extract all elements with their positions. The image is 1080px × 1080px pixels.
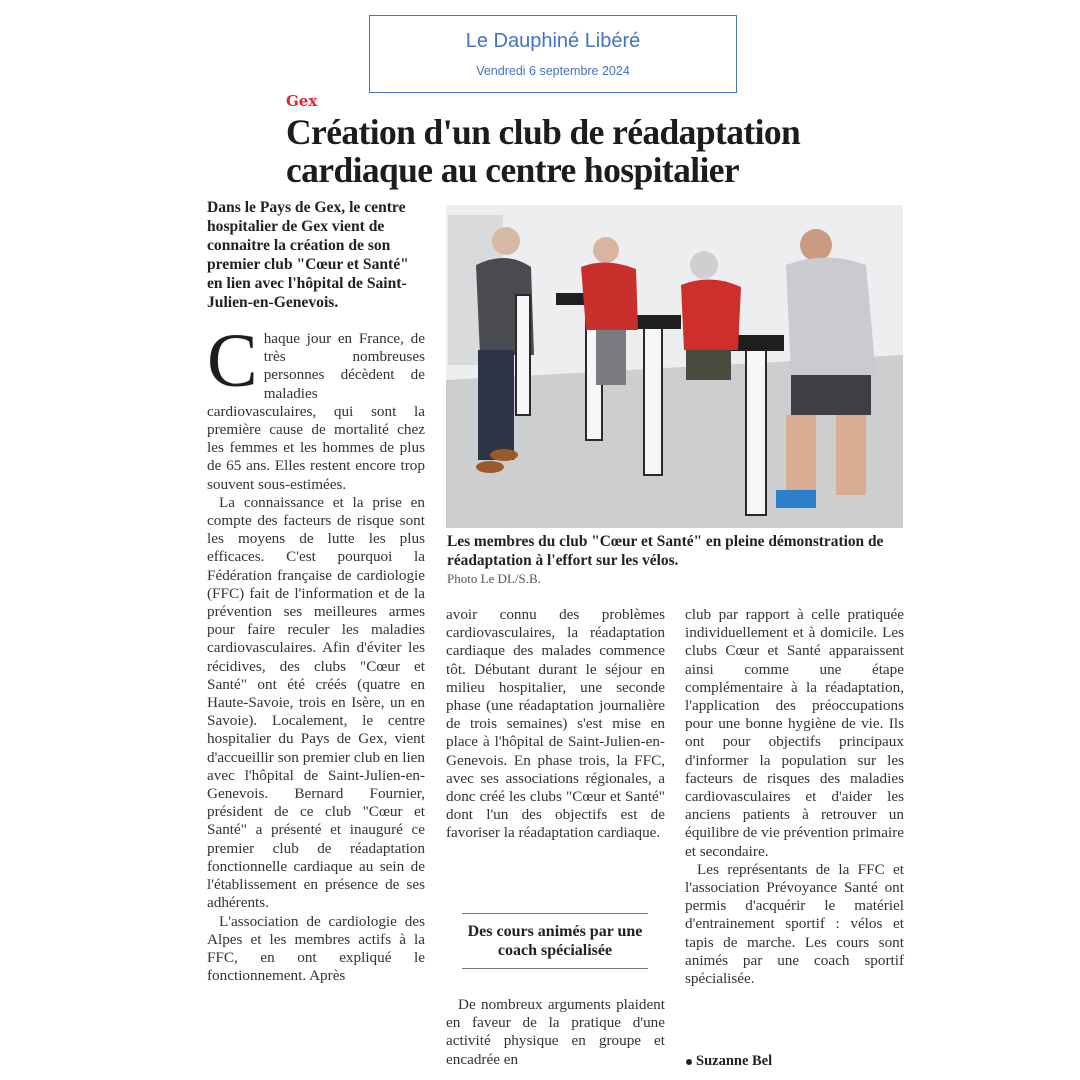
article-column-1 xyxy=(207,319,425,985)
paragraph-1: Chaque jour en France, de très nombreuses personnes décèdent de maladies cardiovasculaires, qui sont la première cause de mortalité chez les femmes et les hommes de plus de 65 ans. Elles restent encore trop souvent sous-estimées. xyxy=(207,319,425,493)
headline-line-2: cardiaque au centre hospitalier xyxy=(286,150,740,190)
publication-date: Vendredi 6 septembre 2024 xyxy=(476,64,630,78)
article-photo xyxy=(446,205,903,528)
paragraph-7: Les représentants de la FFC et l'association Prévoyance Santé ont permis d'acquérir le matériel d'entrainement sportif : vélos et tapis de marche. Les cours sont animés par une coach sportif spécialisée. xyxy=(685,860,904,988)
photo-caption: Les membres du club "Cœur et Santé" en pleine démonstration de réadaptation à l'effort sur les vélos. xyxy=(447,533,884,569)
article-intertitle: Des cours animés par une coach spécialisée xyxy=(462,913,648,969)
paragraph-5: De nombreux arguments plaident en faveur de la pratique d'une activité physique en groupe et encadrée en xyxy=(446,996,665,1068)
newspaper-masthead xyxy=(369,15,737,93)
paragraph-3: L'association de cardiologie des Alpes et les membres actifs à la FFC, en ont expliqué le fonctionnement. Après xyxy=(207,912,425,985)
photo-credit: Photo Le DL/S.B. xyxy=(447,571,541,586)
author-name: Suzanne Bel xyxy=(696,1053,773,1069)
paragraph-2: La connaissance et la prise en compte des facteurs de risque sont les moyens de lutte les plus efficaces. C'est pourquoi la Fédération française de cardiologie (FFC) fait de l'information et de la prévention ses meilleures armes pour faire reculer les maladies cardiovasculaires. Afin d'éviter les récidives, des clubs "Cœur et Santé" ont été créés (quatre en Haute-Savoie, trois en Isère, un en Savoie). Localement, le centre hospitalier du Pays de Gex, vient d'accueillir son premier club en lien avec l'hôpital de Saint-Julien-en-Genevois. Bernard Fournier, président de ce club "Cœur et Santé" a présenté et inauguré ce premier club de réadaptation fonctionnelle cardiaque au sein de l'établissement en présence de ses adhérents. xyxy=(207,493,425,912)
article-column-3 xyxy=(685,606,904,988)
drop-cap: C xyxy=(207,319,258,403)
article-column-2-continued xyxy=(446,996,665,1069)
paragraph-4: avoir connu des problèmes cardiovasculaires, la réadaptation cardiaque des malades commence tôt. Débutant durant le séjour en milieu hospitalier, une seconde phase (une réadaptation journalière de trois semaines) s'est mise en place à l'hôpital de Saint-Julien-en-Genevois. En phase trois, la FFC, avec ses associations régionales, a donc créé les clubs "Cœur et Santé" dont l'un des objectifs est de favoriser la réadaptation cardiaque. xyxy=(446,606,665,842)
headline-line-1: Création d'un club de réadaptation xyxy=(286,112,801,152)
exercise-bikes-photo-icon xyxy=(446,205,903,528)
paragraph-6: club par rapport à celle pratiquée individuellement et à domicile. Les clubs Cœur et Santé apparaissent ainsi comme une étape complémentaire à la réadaptation, l'application des préoccupations pour une bonne hygiène de vie. Ils ont pour objectifs principaux d'informer la population sur les facteurs de risques des maladies cardiovasculaires et d'aider les anciens patients à retrouver un équilibre de vie prévention primaire et secondaire. xyxy=(685,606,904,860)
article-lead: Dans le Pays de Gex, le centre hospitalier de Gex vient de connaitre la création de son premier club "Cœur et Santé" en lien avec l'hôpital de Saint-Julien-en-Genevois. xyxy=(207,199,409,311)
article-headline xyxy=(286,113,846,189)
article-byline xyxy=(686,1052,772,1070)
bullet-icon xyxy=(686,1059,692,1065)
article-column-2 xyxy=(446,606,665,843)
newspaper-name: Le Dauphiné Libéré xyxy=(465,30,641,52)
section-rubric: Gex xyxy=(286,92,318,110)
